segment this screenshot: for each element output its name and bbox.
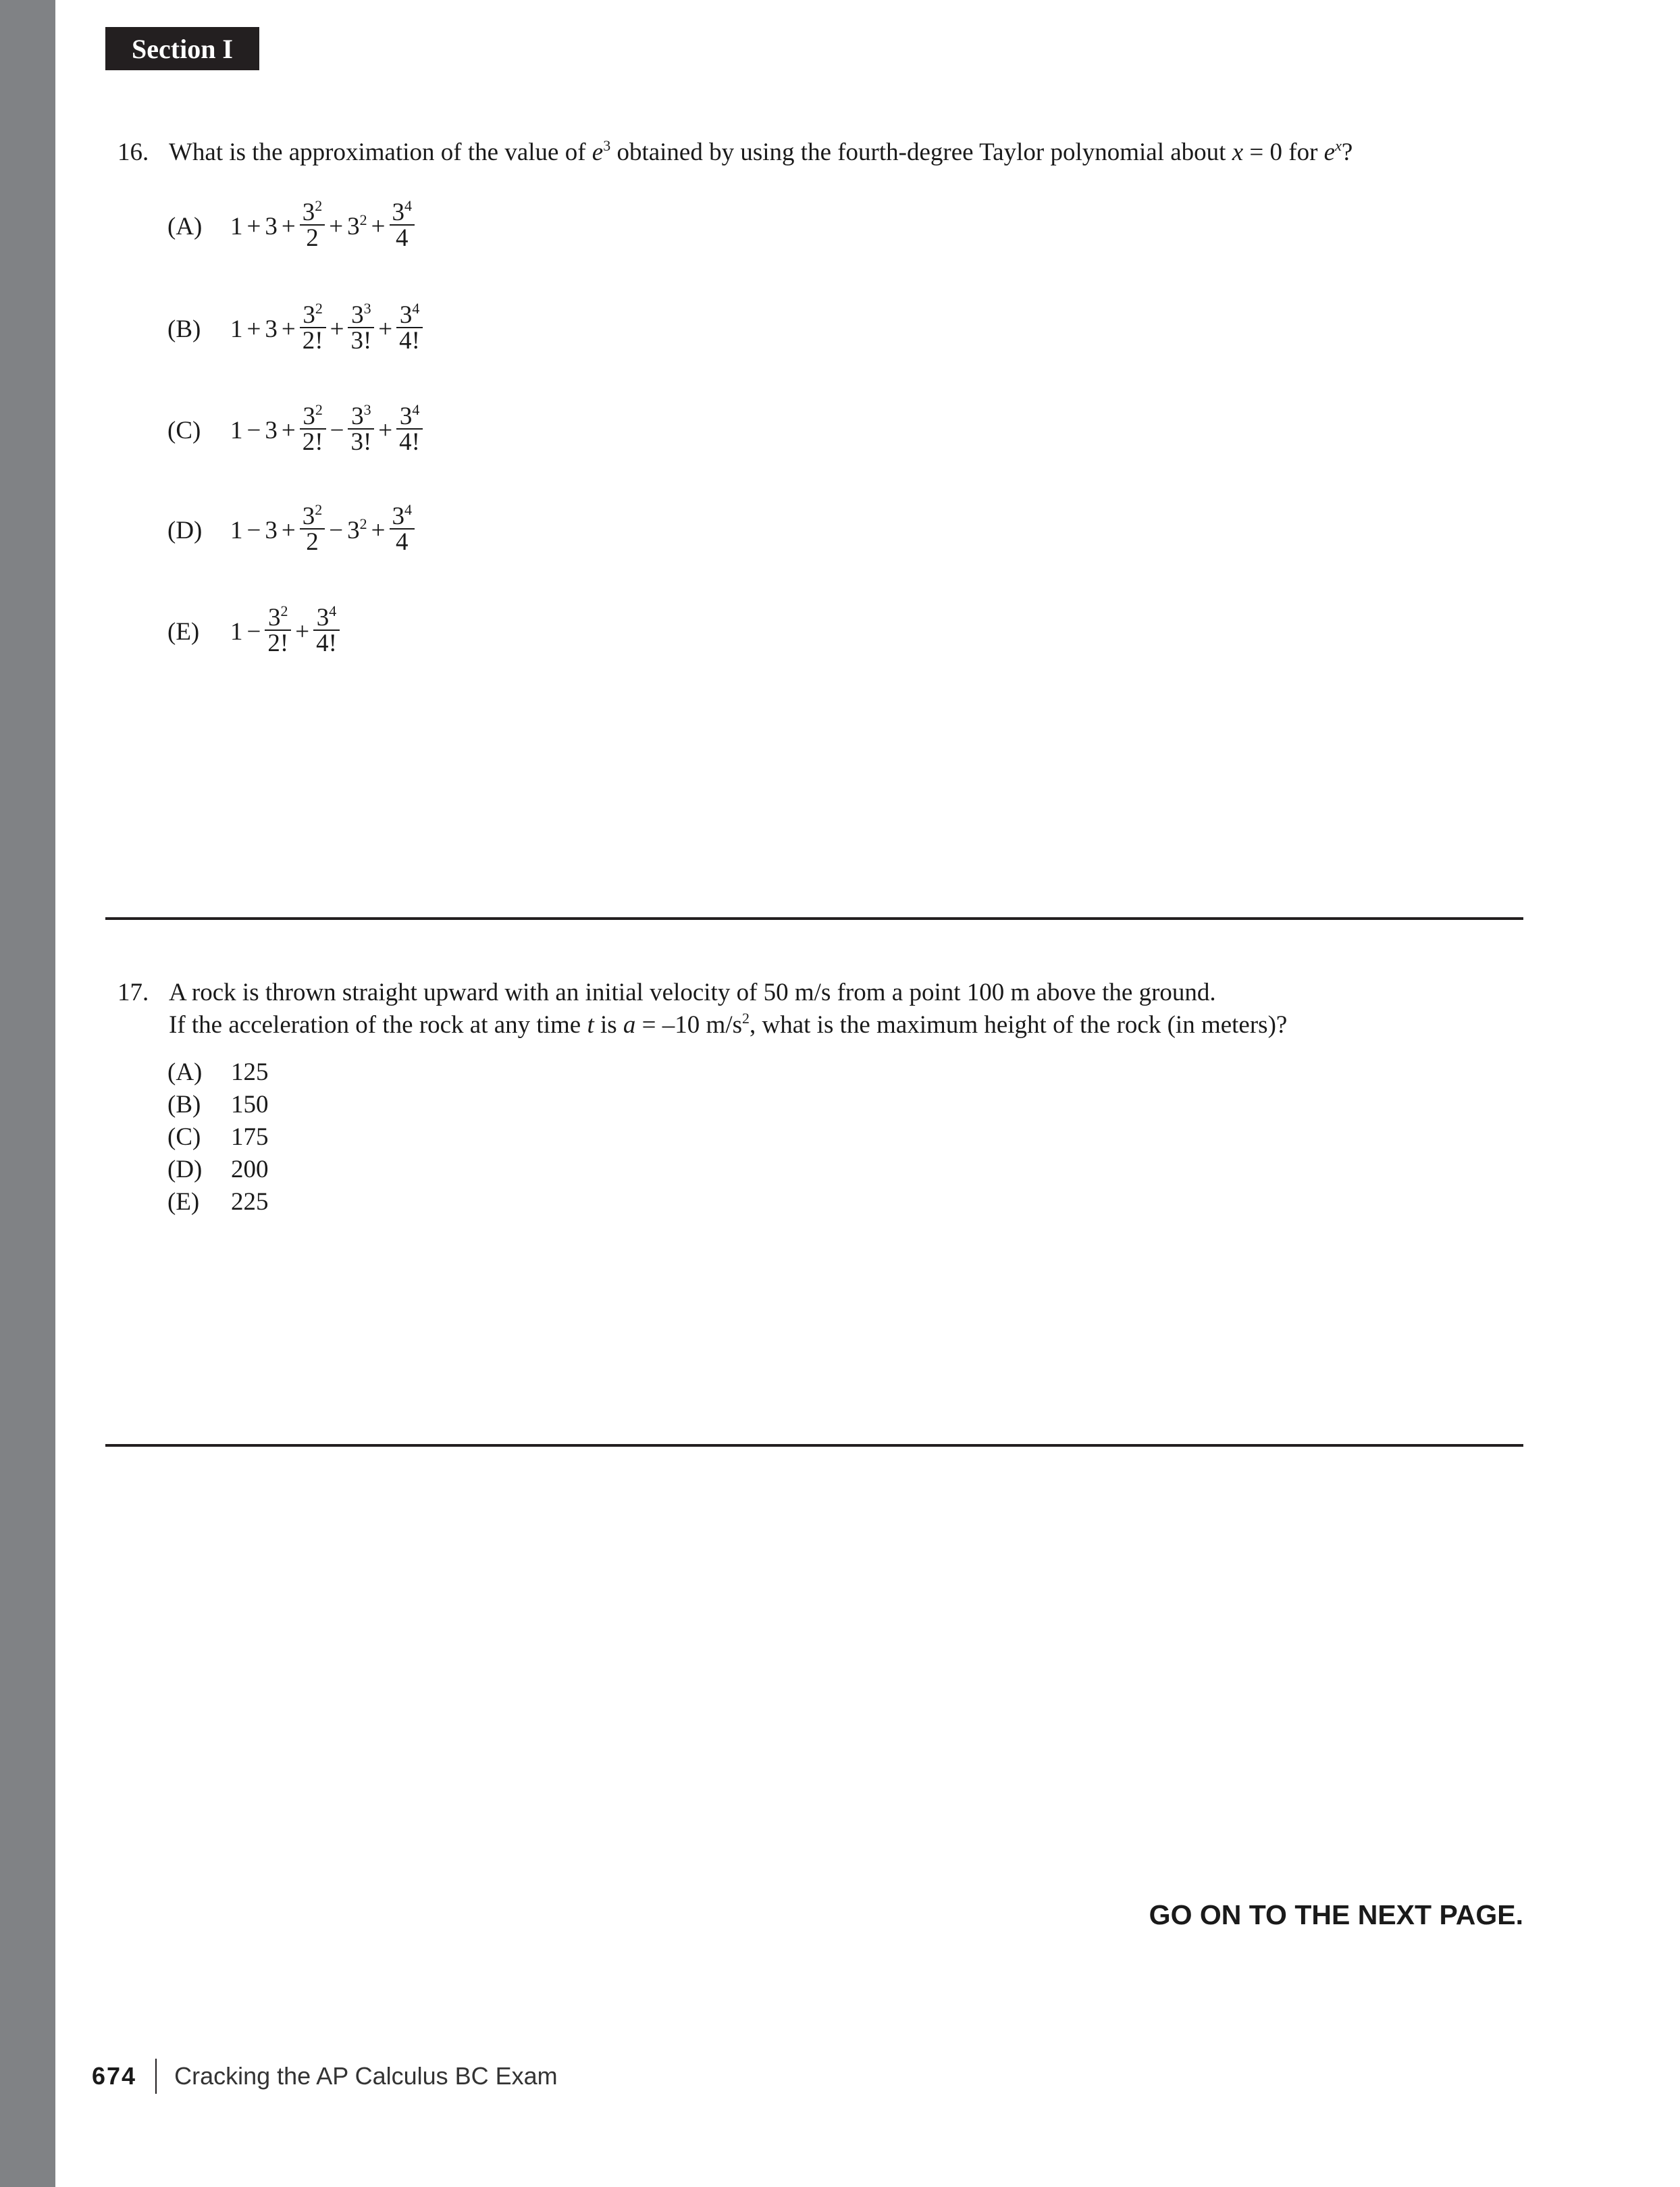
next-page-notice: GO ON TO THE NEXT PAGE. — [1149, 1899, 1523, 1930]
choice-value: 150 — [231, 1091, 269, 1118]
divider-rule — [105, 917, 1523, 920]
choice-b[interactable]: (B) 150 — [167, 1091, 269, 1118]
choice-d[interactable]: (D) 200 — [167, 1156, 269, 1183]
divider-rule — [105, 1444, 1523, 1447]
math-expression: 1 + 3 + $\frac{3^2}{2!}$ + $\frac{3^3}{3!}$ + $\frac{3^4}{4!}$ — [228, 304, 425, 354]
choice-value: 125 — [231, 1058, 269, 1086]
math-expression: 1 − 3 + $\frac{3^2}{2}$ − $3^2$ + $\frac{3^4}{4}$ — [228, 505, 417, 555]
page-number: 674 — [92, 2062, 137, 2090]
math-expression: 1 − $\frac{3^2}{2!}$ + $\frac{3^4}{4!}$ — [228, 607, 342, 657]
left-margin-bar — [0, 0, 55, 2187]
math-expression: 1 − 3 + $\frac{3^2}{2!}$ − $\frac{3^3}{3!}$ + $\frac{3^4}{4!}$ — [228, 405, 425, 455]
book-title: Cracking the AP Calculus BC Exam — [174, 2062, 558, 2090]
option-e[interactable] — [167, 602, 342, 657]
option-letter: (C) — [167, 416, 201, 444]
choice-value: 175 — [231, 1123, 269, 1151]
option-a[interactable] — [167, 197, 417, 252]
choice-e[interactable]: (E) 225 — [167, 1188, 269, 1216]
choice-value: 200 — [231, 1156, 269, 1183]
option-letter: (E) — [167, 617, 200, 646]
option-letter: (B) — [167, 315, 201, 343]
section-label: Section I — [105, 27, 259, 70]
option-b[interactable] — [167, 300, 425, 355]
option-letter: (D) — [167, 516, 203, 544]
question-text: What is the approximation of the value of $e^3$ obtained by using the fourth-degree Taylor polynomial about x = 0 for $e^x$? — [169, 137, 1353, 166]
question-text: A rock is thrown straight upward with an initial velocity of 50 m/s from a point 100 m above the ground. If the acceleration of the rock at any time t is a = –10 $m/s^2$, what is the maximum height of the rock (in meters)? — [169, 979, 1288, 1039]
option-letter: (A) — [167, 212, 203, 240]
footer-separator — [155, 2059, 157, 2094]
question-number: 17. — [117, 979, 149, 1006]
page-footer — [92, 2059, 558, 2094]
choice-value: 225 — [231, 1188, 269, 1216]
option-d[interactable] — [167, 501, 417, 556]
option-c[interactable] — [167, 401, 425, 456]
question-number: 16. — [117, 138, 149, 166]
choice-a[interactable]: (A) 125 — [167, 1058, 269, 1086]
choice-c[interactable]: (C) 175 — [167, 1123, 269, 1151]
math-expression: 1 + 3 + $\frac{3^2}{2}$ + $3^2$ + $\frac{3^4}{4}$ — [228, 201, 417, 251]
